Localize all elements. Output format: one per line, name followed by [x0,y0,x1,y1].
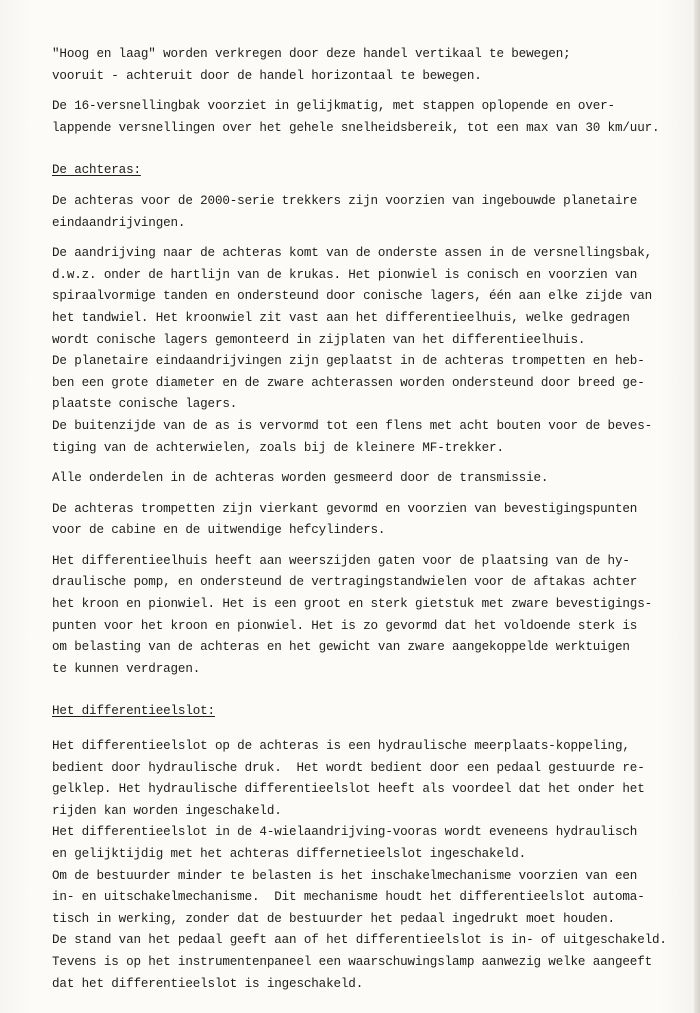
paragraph-smering [52,468,672,490]
paragraph-differentieelhuis [52,551,672,681]
section-heading-differentieelslot [52,701,672,723]
document-body [52,44,672,1004]
text-line: eindaandrijvingen. [52,215,186,230]
section-heading-achteras [52,160,672,182]
text-line: rijden kan worden ingeschakeld. [52,803,282,818]
paragraph-aandrijving [52,243,672,459]
text-line: d.w.z. onder de hartlijn van de krukas. Het pionwiel is conisch en voorzien van [52,267,638,282]
text-line: Alle onderdelen in de achteras worden gesmeerd door de transmissie. [52,471,549,486]
text-line: plaatste conische lagers. [52,397,238,412]
text-line: spiraalvormige tanden en ondersteund door conische lagers, één aan elke zijde van [52,289,653,304]
text-line: tiging van de achterwielen, zoals bij de kleinere MF-trekker. [52,440,504,455]
text-line: De aandrijving naar de achteras komt van de onderste assen in de versnellingsbak, [52,246,653,261]
paragraph-handel [52,44,672,87]
text-line: bedient door hydraulische druk. Het wordt bedient door een pedaal gestuurde re- [52,760,645,775]
text-line: het kroon en pionwiel. Het is een groot en sterk gietstuk met zware bevestigings- [52,597,653,612]
paragraph-trompetten [52,499,672,542]
text-line: te kunnen verdragen. [52,661,201,676]
text-line: Het differentieelhuis heeft aan weerszijden gaten voor de plaatsing van de hy- [52,553,630,568]
text-line: draulische pomp, en ondersteund de vertragingstandwielen voor de aftakas achter [52,575,638,590]
text-line: De stand van het pedaal geeft aan of het differentieelslot is in- of uitgeschakeld. [52,933,667,948]
text-line: ben een grote diameter en de zware achterassen worden ondersteund door breed ge- [52,375,645,390]
text-line: punten voor het kroon en pionwiel. Het is zo gevormd dat het voldoende sterk is [52,618,638,633]
text-line: tisch in werking, zonder dat de bestuurder het pedaal ingedrukt moet houden. [52,911,615,926]
text-line: Het differentieelslot in de 4-wielaandrijving-vooras wordt eveneens hydraulisch [52,825,638,840]
text-line: Het differentieelslot op de achteras is een hydraulische meerplaats-koppeling, [52,739,630,754]
text-line: lappende versnellingen over het gehele snelheidsbereik, tot een max van 30 km/uur. [52,120,660,135]
paragraph-versnellingbak [52,96,672,139]
text-line: De achteras trompetten zijn vierkant gevormd en voorzien van bevestigingspunten [52,501,638,516]
text-line: vooruit - achteruit door de handel horizontaal te bewegen. [52,68,482,83]
text-line: wordt conische lagers gemonteerd in zijplaten van het differentieelhuis. [52,332,586,347]
paragraph-differentieelslot [52,736,672,995]
text-line: dat het differentieelslot is ingeschakeld. [52,976,364,991]
text-line: en gelijktijdig met het achteras differnetieelslot ingeschakeld. [52,847,527,861]
text-line: "Hoog en laag" worden verkregen door deze handel vertikaal te bewegen; [52,47,571,61]
text-line: De 16-versnellingbak voorziet in gelijkmatig, met stappen oplopende en over- [52,99,615,114]
text-line: het tandwiel. Het kroonwiel zit vast aan het differentieelhuis, welke gedragen [52,310,630,325]
text-line: Om de bestuurder minder te belasten is het inschakelmechanisme voorzien van een [52,868,638,883]
heading-text: De achteras: [52,163,141,178]
heading-text: Het differentieelslot: [52,704,215,719]
text-line: om belasting van de achteras en het gewicht van zware aangekoppelde werktuigen [52,640,630,655]
paragraph-achteras-intro [52,191,672,234]
text-line: De achteras voor de 2000-serie trekkers zijn voorzien van ingebouwde planetaire [52,193,638,208]
text-line: in- en uitschakelmechanisme. Dit mechanisme houdt het differentieelslot automa- [52,890,645,905]
text-line: De buitenzijde van de as is vervormd tot een flens met acht bouten voor de beves- [52,418,653,433]
text-line: gelklep. Het hydraulische differentieelslot heeft als voordeel dat het onder het [52,782,645,797]
text-line: voor de cabine en de uitwendige hefcylinders. [52,523,386,538]
text-line: Tevens is op het instrumentenpaneel een waarschuwingslamp aanwezig welke aangeeft [52,954,653,969]
page-edge-shadow [694,0,700,1013]
text-line: De planetaire eindaandrijvingen zijn geplaatst in de achteras trompetten en heb- [52,354,645,369]
